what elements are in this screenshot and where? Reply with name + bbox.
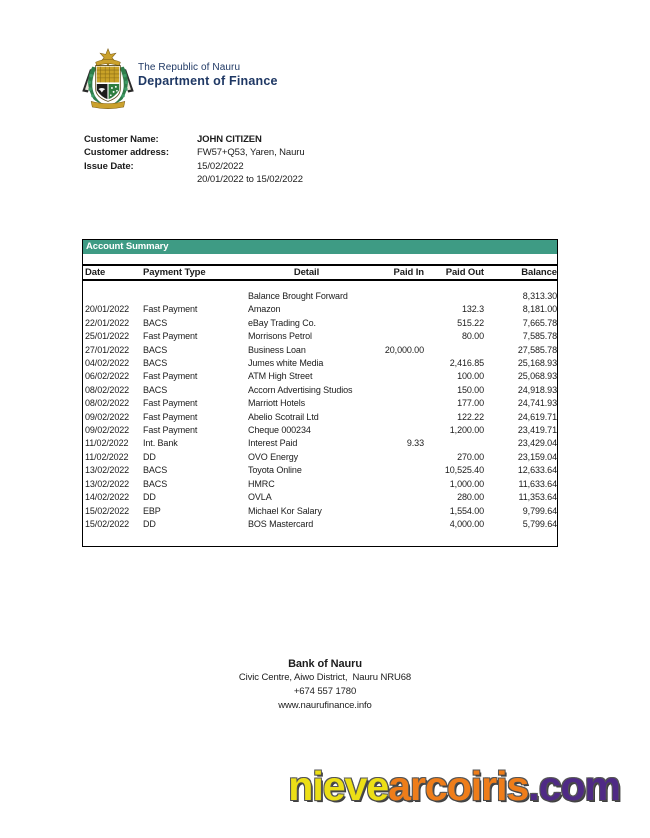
- watermark-part1: nieve: [288, 763, 389, 809]
- table-row: [83, 491, 557, 504]
- issue-date-row: [84, 160, 305, 173]
- table-row: [83, 344, 557, 357]
- table-spacer: [83, 254, 557, 264]
- table-cell: [365, 411, 424, 424]
- table-cell: Fast Payment: [143, 411, 198, 422]
- table-cell: 8,313.30: [522, 291, 557, 301]
- table-cell: DD: [143, 492, 156, 503]
- bank-website: www.naurufinance.info: [278, 700, 372, 711]
- table-cell: Abelio Scotrail Ltd: [248, 411, 319, 422]
- table-cell: 10,525.40: [444, 465, 484, 476]
- table-cell: 5,799.64: [522, 518, 557, 529]
- table-cell: 25,068.93: [517, 371, 557, 382]
- table-cell: 1,000.00: [449, 478, 484, 489]
- table-row: [83, 330, 557, 343]
- table-cell: Fast Payment: [143, 425, 198, 436]
- brand-text: [138, 47, 278, 111]
- table-cell: 150.00: [457, 384, 484, 395]
- table-cell: 06/02/2022: [85, 371, 130, 382]
- table-row: [83, 317, 557, 330]
- table-cell: Fast Payment: [143, 371, 198, 382]
- watermark-part2: arcoiris: [388, 763, 529, 809]
- table-cell: 20,000.00: [384, 344, 424, 355]
- table-cell: Interest Paid: [248, 438, 298, 449]
- table-cell: 132.3: [461, 304, 484, 315]
- table-cell: 27,585.78: [517, 344, 557, 355]
- table-cell: [365, 290, 424, 303]
- table-row: [83, 303, 557, 316]
- issue-date-value: 15/02/2022: [197, 160, 244, 172]
- watermark: [288, 763, 620, 810]
- table-cell: 11,353.64: [518, 492, 557, 503]
- table-body: [83, 281, 557, 546]
- table-cell: 22/01/2022: [85, 317, 130, 328]
- table-cell: 9,799.64: [522, 505, 557, 516]
- table-cell: 20/01/2022: [85, 304, 130, 315]
- column-header-paid-out: Paid Out: [445, 267, 484, 278]
- table-cell: DD: [143, 518, 156, 529]
- table-cell: Fast Payment: [143, 331, 198, 342]
- table-cell: 14/02/2022: [85, 492, 130, 503]
- customer-address-label: Customer address:: [84, 147, 169, 159]
- table-row: [83, 505, 557, 518]
- table-cell: 11/02/2022: [85, 438, 129, 449]
- bank-address: Civic Centre, Aiwo District, Nauru NRU68: [238, 672, 412, 683]
- table-cell: 09/02/2022: [85, 425, 130, 436]
- watermark-part3: .com: [528, 763, 620, 809]
- table-cell: 08/02/2022: [85, 384, 130, 395]
- table-cell: Jumes white Media: [248, 358, 324, 369]
- table-cell: BACS: [143, 465, 168, 476]
- table-cell: [85, 290, 143, 303]
- table-cell: [365, 518, 424, 531]
- table-cell: 280.00: [457, 492, 484, 503]
- statement-period-value: 20/01/2022 to 15/02/2022: [197, 174, 303, 186]
- table-cell: [424, 344, 484, 357]
- table-row: [83, 478, 557, 491]
- table-cell: Int. Bank: [143, 438, 178, 449]
- table-cell: 13/02/2022: [85, 478, 130, 489]
- table-row: [83, 464, 557, 477]
- table-row: [83, 397, 557, 410]
- table-cell: Balance Brought Forward: [248, 291, 348, 301]
- table-row: [83, 290, 557, 303]
- table-cell: Michael Kor Salary: [248, 505, 322, 516]
- table-cell: Morrisons Petrol: [248, 331, 312, 342]
- table-cell: ATM High Street: [248, 371, 313, 382]
- table-cell: 12,633.64: [517, 465, 557, 476]
- table-cell: [365, 424, 424, 437]
- table-row: [83, 370, 557, 383]
- column-header-payment-type: Payment Type: [143, 267, 206, 278]
- table-cell: 1,554.00: [449, 505, 484, 516]
- column-header-detail: Detail: [293, 267, 320, 278]
- table-cell: [143, 290, 248, 303]
- org-name: The Republic of Nauru: [138, 62, 241, 73]
- table-cell: OVLA: [248, 492, 272, 503]
- table-cell: 23,419.71: [517, 425, 557, 436]
- table-cell: [365, 451, 424, 464]
- table-row: [83, 357, 557, 370]
- table-cell: 9.33: [406, 438, 424, 449]
- table-cell: eBay Trading Co.: [248, 317, 316, 328]
- table-cell: OVO Energy: [248, 451, 299, 462]
- table-cell: BOS Mastercard: [248, 518, 314, 529]
- table-cell: 15/02/2022: [85, 518, 130, 529]
- statement-period-label: [84, 173, 197, 186]
- table-cell: 15/02/2022: [85, 505, 130, 516]
- customer-name-label: Customer Name:: [84, 134, 159, 145]
- table-cell: 08/02/2022: [85, 398, 130, 409]
- table-cell: [365, 384, 424, 397]
- table-cell: Amazon: [248, 304, 281, 315]
- table-cell: Business Loan: [248, 344, 306, 355]
- table-row: [83, 437, 557, 450]
- table-row: [83, 424, 557, 437]
- column-header-date: Date: [85, 267, 106, 278]
- table-cell: 09/02/2022: [85, 411, 130, 422]
- table-cell: BACS: [143, 358, 168, 369]
- table-cell: 13/02/2022: [85, 465, 130, 476]
- table-cell: 23,159.04: [517, 451, 557, 462]
- customer-details: [84, 133, 305, 187]
- table-cell: 1,200.00: [449, 425, 484, 436]
- bank-name: Bank of Nauru: [288, 658, 362, 670]
- table-row: [83, 518, 557, 531]
- customer-address-row: [84, 146, 305, 159]
- nauru-coat-of-arms-icon: [80, 47, 136, 111]
- table-cell: BACS: [143, 317, 168, 328]
- table-cell: [365, 478, 424, 491]
- table-cell: Fast Payment: [143, 304, 198, 315]
- table-cell: [365, 491, 424, 504]
- table-cell: [365, 397, 424, 410]
- table-cell: 24,619.71: [517, 411, 557, 422]
- table-cell: Accorn Advertising Studios: [248, 384, 353, 395]
- table-cell: 11/02/2022: [85, 451, 129, 462]
- table-cell: HMRC: [248, 478, 275, 489]
- table-cell: 122.22: [457, 411, 484, 422]
- table-cell: 04/02/2022: [85, 358, 130, 369]
- table-cell: 100.00: [457, 371, 484, 382]
- table-cell: 24,918.93: [517, 384, 557, 395]
- table-cell: BACS: [143, 478, 168, 489]
- table-cell: EBP: [143, 505, 161, 516]
- customer-name-value: JOHN CITIZEN: [197, 134, 262, 145]
- brand-header: [80, 47, 278, 111]
- column-header-balance: Balance: [521, 267, 557, 278]
- table-cell: 270.00: [457, 451, 484, 462]
- table-cell: DD: [143, 451, 156, 462]
- table-cell: [424, 290, 484, 303]
- table-cell: [365, 303, 424, 316]
- table-row: [83, 451, 557, 464]
- table-cell: 7,585.78: [522, 331, 557, 342]
- column-header-paid-in: Paid In: [393, 267, 424, 278]
- account-summary-table: [82, 239, 558, 547]
- table-cell: 80.00: [461, 331, 484, 342]
- table-cell: [365, 330, 424, 343]
- table-cell: [365, 317, 424, 330]
- customer-name-row: [84, 133, 305, 146]
- issue-date-label: Issue Date:: [84, 160, 134, 172]
- table-cell: 25/01/2022: [85, 331, 130, 342]
- table-cell: 23,429.04: [517, 438, 557, 449]
- table-cell: 24,741.93: [517, 398, 557, 409]
- table-cell: BACS: [143, 384, 168, 395]
- table-cell: Fast Payment: [143, 398, 198, 409]
- table-row: [83, 411, 557, 424]
- bank-footer: [0, 657, 650, 713]
- table-cell: Cheque 000234: [248, 425, 311, 436]
- table-cell: [424, 437, 484, 450]
- bank-phone: +674 557 1780: [293, 686, 357, 697]
- table-cell: [365, 357, 424, 370]
- table-cell: BACS: [143, 344, 168, 355]
- statement-period-row: [84, 173, 305, 186]
- account-summary-title: Account Summary: [83, 240, 557, 254]
- table-cell: 25,168.93: [517, 358, 557, 369]
- table-cell: Marriott Hotels: [248, 398, 306, 409]
- table-cell: [365, 370, 424, 383]
- table-header-row: [83, 264, 557, 281]
- table-cell: 27/01/2022: [85, 344, 130, 355]
- table-cell: [365, 464, 424, 477]
- table-cell: 11,633.64: [518, 478, 557, 489]
- table-cell: 2,416.85: [449, 358, 484, 369]
- table-row: [83, 384, 557, 397]
- table-cell: 4,000.00: [449, 518, 484, 529]
- table-cell: [365, 505, 424, 518]
- table-cell: 8,181.00: [522, 304, 557, 315]
- table-cell: 177.00: [457, 398, 484, 409]
- table-cell: 515.22: [457, 317, 484, 328]
- table-cell: Toyota Online: [248, 465, 302, 476]
- department-name: Department of Finance: [138, 74, 278, 88]
- customer-address-value: FW57+Q53, Yaren, Nauru: [197, 147, 305, 159]
- table-cell: 7,665.78: [522, 317, 557, 328]
